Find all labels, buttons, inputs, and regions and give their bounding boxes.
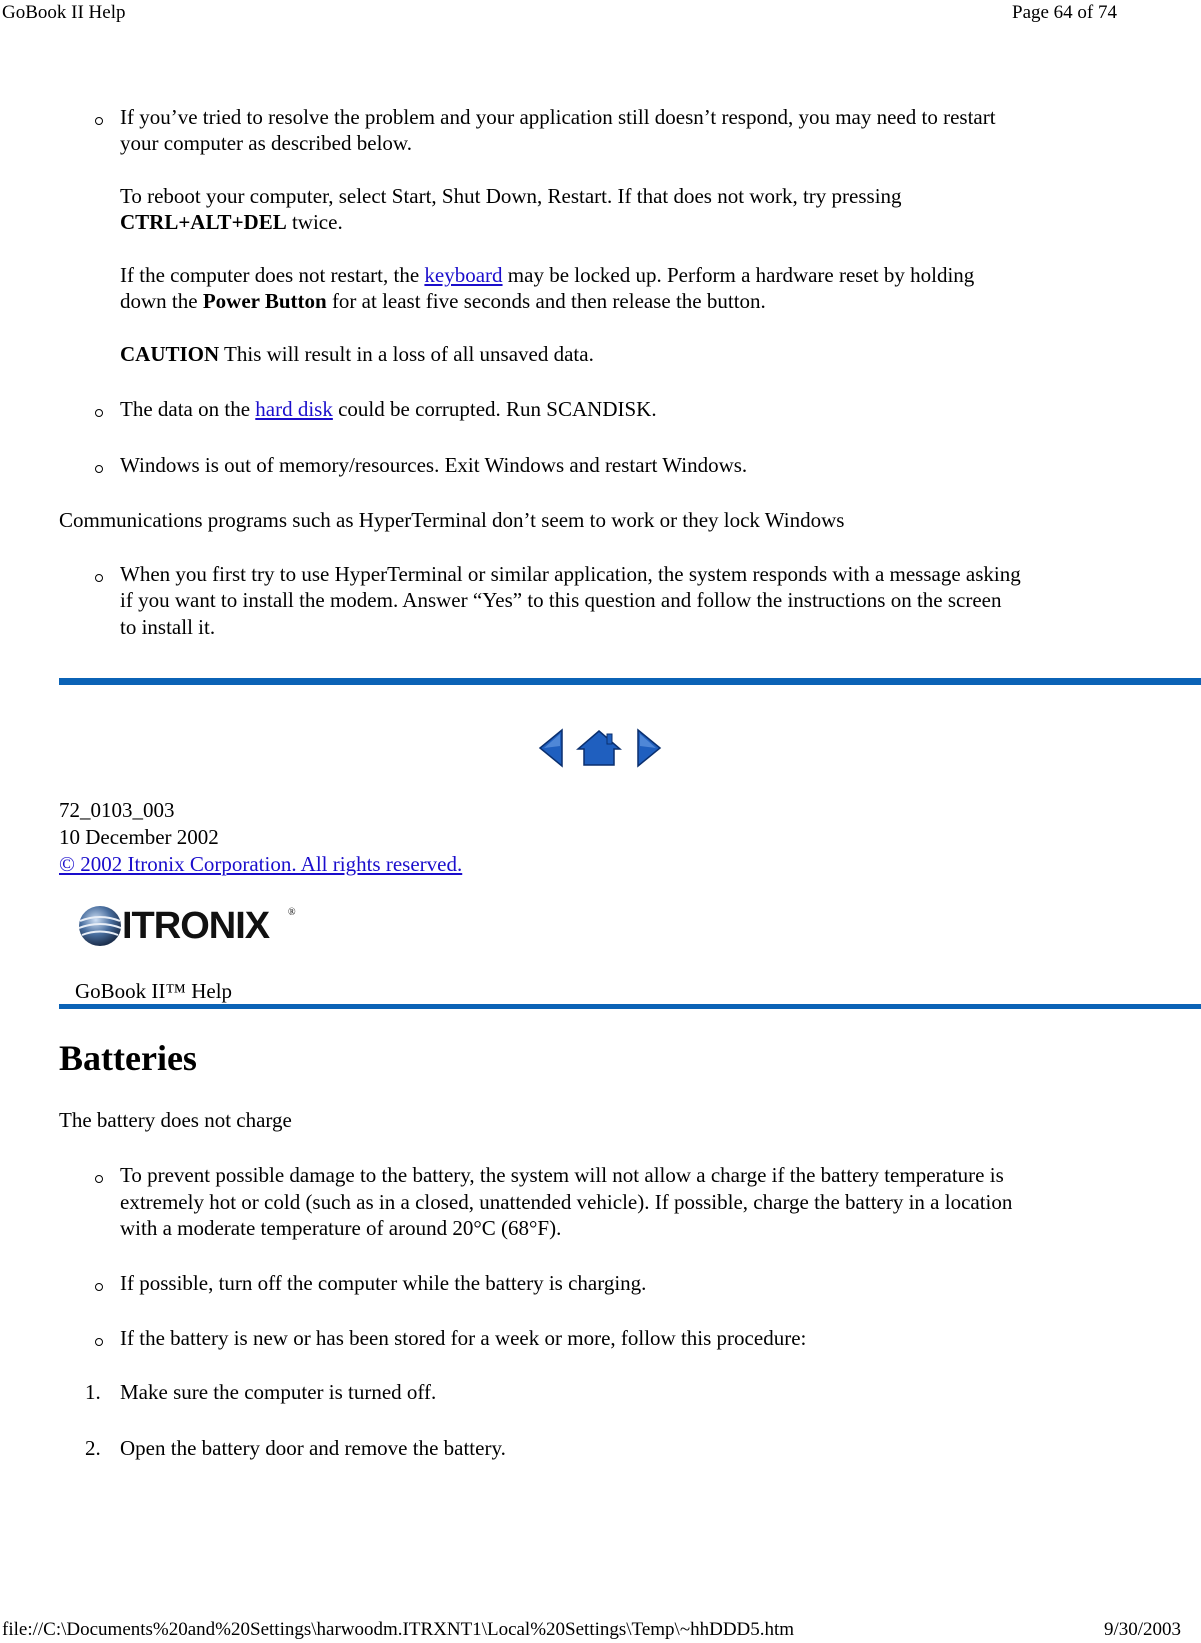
bullet-text: Windows is out of memory/resources. Exit Windows and restart Windows. <box>120 453 748 477</box>
power-button-label: Power Button <box>202 289 327 313</box>
hardware-reset-line1: If the computer does not restart, the keyboard may be locked up. Perform a hardware reset by holding <box>120 263 975 287</box>
hard-disk-link[interactable]: hard disk <box>255 397 333 421</box>
footer-date: 9/30/2003 <box>1104 1619 1182 1640</box>
bullet-marker <box>95 409 103 417</box>
reboot-instructions: To reboot your computer, select Start, Shut Down, Restart. If that does not work, try pressing <box>120 184 902 208</box>
bullet-marker <box>95 1175 103 1183</box>
next-page-icon[interactable] <box>636 728 662 768</box>
bullet-marker <box>95 1338 103 1346</box>
key-combination: CTRL+ALT+DEL <box>120 210 287 234</box>
logo-wordmark: ITRONIX <box>122 905 270 947</box>
bullet-text: The data on the hard disk could be corrupted. Run SCANDISK. <box>120 397 657 421</box>
step-text: Make sure the computer is turned off. <box>120 1380 437 1404</box>
globe-icon <box>76 904 124 948</box>
page-title: Batteries <box>59 1038 197 1078</box>
reboot-keys-line: CTRL+ALT+DEL twice. <box>120 210 343 234</box>
bullet-text: If the battery is new or has been stored for a week or more, follow this procedure: <box>120 1326 807 1350</box>
caution-note: CAUTION This will result in a loss of all unsaved data. <box>120 342 594 366</box>
caution-label: CAUTION <box>120 342 220 366</box>
header-app-title: GoBook II Help <box>2 2 126 23</box>
section-divider <box>59 678 1201 685</box>
comm-heading: Communications programs such as HyperTerminal don’t seem to work or they lock Windows <box>59 508 845 532</box>
bullet-marker <box>95 465 103 473</box>
hardware-reset-line2: down the Power Button for at least five seconds and then release the button. <box>120 289 766 313</box>
bullet-text: your computer as described below. <box>120 131 412 155</box>
step-number: 1. <box>85 1380 101 1404</box>
bullet-text: If possible, turn off the computer while the battery is charging. <box>120 1271 647 1295</box>
bullet-marker <box>95 1283 103 1291</box>
document-date: 10 December 2002 <box>59 825 219 849</box>
subheading: The battery does not charge <box>59 1108 292 1132</box>
bullet-text: When you first try to use HyperTerminal or similar application, the system responds with a message asking <box>120 562 1021 586</box>
bullet-marker <box>95 117 103 125</box>
help-label: GoBook II™ Help <box>75 979 233 1003</box>
step-text: Open the battery door and remove the battery. <box>120 1436 506 1460</box>
bullet-text: If you’ve tried to resolve the problem and your application still doesn’t respond, you may need to restart <box>120 105 996 129</box>
bullet-text: to install it. <box>120 615 216 639</box>
document-id: 72_0103_003 <box>59 798 175 822</box>
header-page-indicator: Page 64 of 74 <box>1012 2 1118 23</box>
header-divider <box>59 1004 1201 1009</box>
bullet-text: extremely hot or cold (such as in a closed, unattended vehicle). If possible, charge the battery in a location <box>120 1190 1013 1214</box>
previous-page-icon[interactable] <box>538 728 564 768</box>
bullet-marker <box>95 574 103 582</box>
copyright-link[interactable]: © 2002 Itronix Corporation. All rights reserved. <box>59 852 463 876</box>
step-number: 2. <box>85 1436 101 1460</box>
keyboard-link[interactable]: keyboard <box>424 263 503 287</box>
bullet-text: if you want to install the modem. Answer “Yes” to this question and follow the instructions on the screen <box>120 588 1002 612</box>
registered-mark: ® <box>288 907 296 918</box>
home-icon[interactable] <box>576 729 622 767</box>
bullet-text: To prevent possible damage to the battery, the system will not allow a charge if the battery temperature is <box>120 1163 1004 1187</box>
footer-file-path: file://C:\Documents%20and%20Settings\harwoodm.ITRXNT1\Local%20Settings\Temp\~hhDDD5.htm <box>2 1619 795 1640</box>
bullet-text: with a moderate temperature of around 20°C (68°F). <box>120 1216 562 1240</box>
